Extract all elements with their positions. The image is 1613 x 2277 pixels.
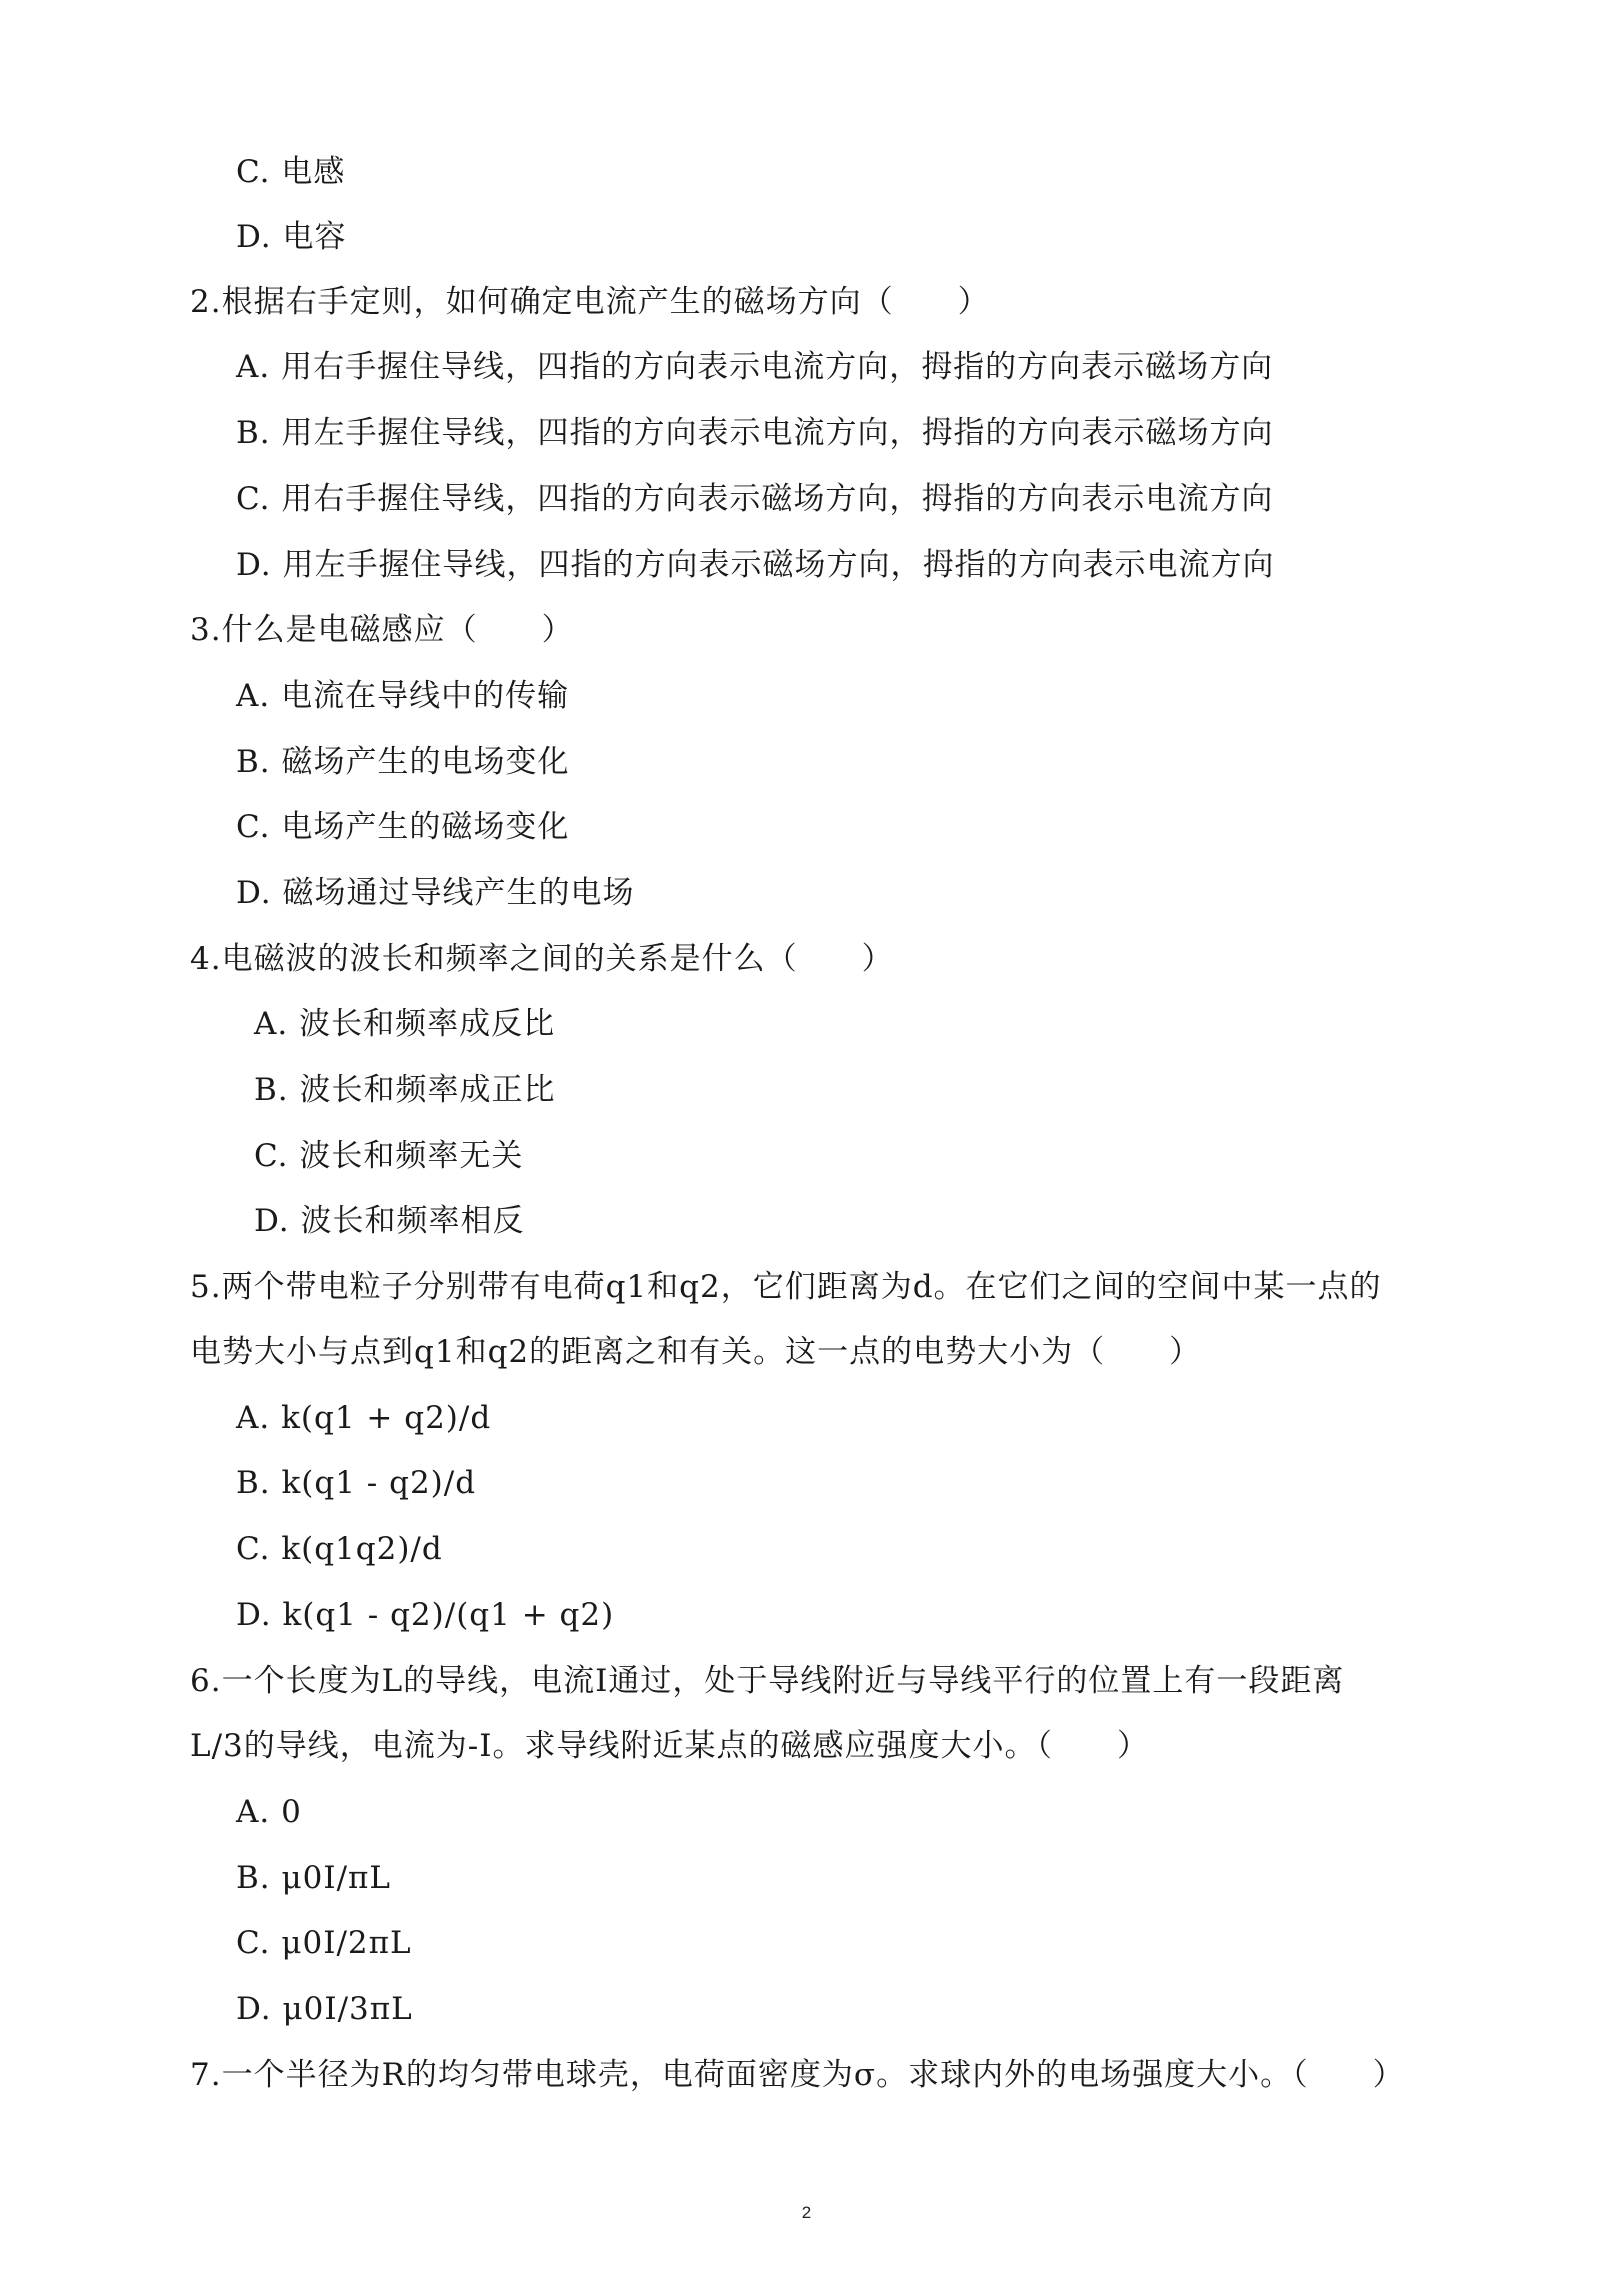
option-b-q4: B. 波长和频率成正比 <box>254 1072 556 1108</box>
option-c-q3: C. 电场产生的磁场变化 <box>236 809 570 845</box>
question-6-text-line-2: L/3的导线，电流为-I。求导线附近某点的磁感应强度大小。（ ） <box>190 1728 1149 1764</box>
question-5-text-line-2: 电势大小与点到q1和q2的距离之和有关。这一点的电势大小为（ ） <box>190 1334 1202 1370</box>
option-a-q6: A. 0 <box>236 1794 302 1830</box>
option-b-q6: B. μ0I/πL <box>236 1860 392 1896</box>
option-c-q5: C. k(q1q2)/d <box>236 1531 443 1567</box>
option-d-q6: D. μ0I/3πL <box>236 1991 413 2027</box>
question-4-text: 4.电磁波的波长和频率之间的关系是什么（ ） <box>190 941 894 977</box>
question-7-text: 7.一个半径为R的均匀带电球壳，电荷面密度为σ。求球内外的电场强度大小。（ ） <box>190 2057 1405 2093</box>
question-6-text-line-1: 6.一个长度为L的导线，电流I通过，处于导线附近与导线平行的位置上有一段距离 <box>190 1663 1345 1699</box>
option-d-q2: D. 用左手握住导线，四指的方向表示磁场方向，拇指的方向表示电流方向 <box>236 547 1275 583</box>
option-a-q3: A. 电流在导线中的传输 <box>236 678 570 714</box>
option-b-q3: B. 磁场产生的电场变化 <box>236 744 570 780</box>
option-d-q1: D. 电容 <box>236 219 347 255</box>
option-b-q2: B. 用左手握住导线，四指的方向表示电流方向，拇指的方向表示磁场方向 <box>236 415 1274 451</box>
option-c-q6: C. μ0I/2πL <box>236 1925 412 1961</box>
option-d-q5: D. k(q1 - q2)/(q1 + q2) <box>236 1597 615 1633</box>
question-2-text: 2.根据右手定则，如何确定电流产生的磁场方向（ ） <box>190 284 990 320</box>
option-a-q4: A. 波长和频率成反比 <box>254 1006 556 1042</box>
question-3-text: 3.什么是电磁感应（ ） <box>190 612 574 648</box>
page-number: 2 <box>801 2203 812 2222</box>
option-b-q5: B. k(q1 - q2)/d <box>236 1465 477 1501</box>
option-a-q2: A. 用右手握住导线，四指的方向表示电流方向，拇指的方向表示磁场方向 <box>236 349 1274 385</box>
option-c-q2: C. 用右手握住导线，四指的方向表示磁场方向，拇指的方向表示电流方向 <box>236 481 1274 517</box>
option-a-q5: A. k(q1 + q2)/d <box>236 1400 492 1436</box>
option-d-q3: D. 磁场通过导线产生的电场 <box>236 875 635 911</box>
question-5-text-line-1: 5.两个带电粒子分别带有电荷q1和q2，它们距离为d。在它们之间的空间中某一点的 <box>190 1269 1382 1305</box>
option-c-q4: C. 波长和频率无关 <box>254 1138 524 1174</box>
option-d-q4: D. 波长和频率相反 <box>254 1203 525 1239</box>
option-c-q1: C. 电感 <box>236 154 346 190</box>
